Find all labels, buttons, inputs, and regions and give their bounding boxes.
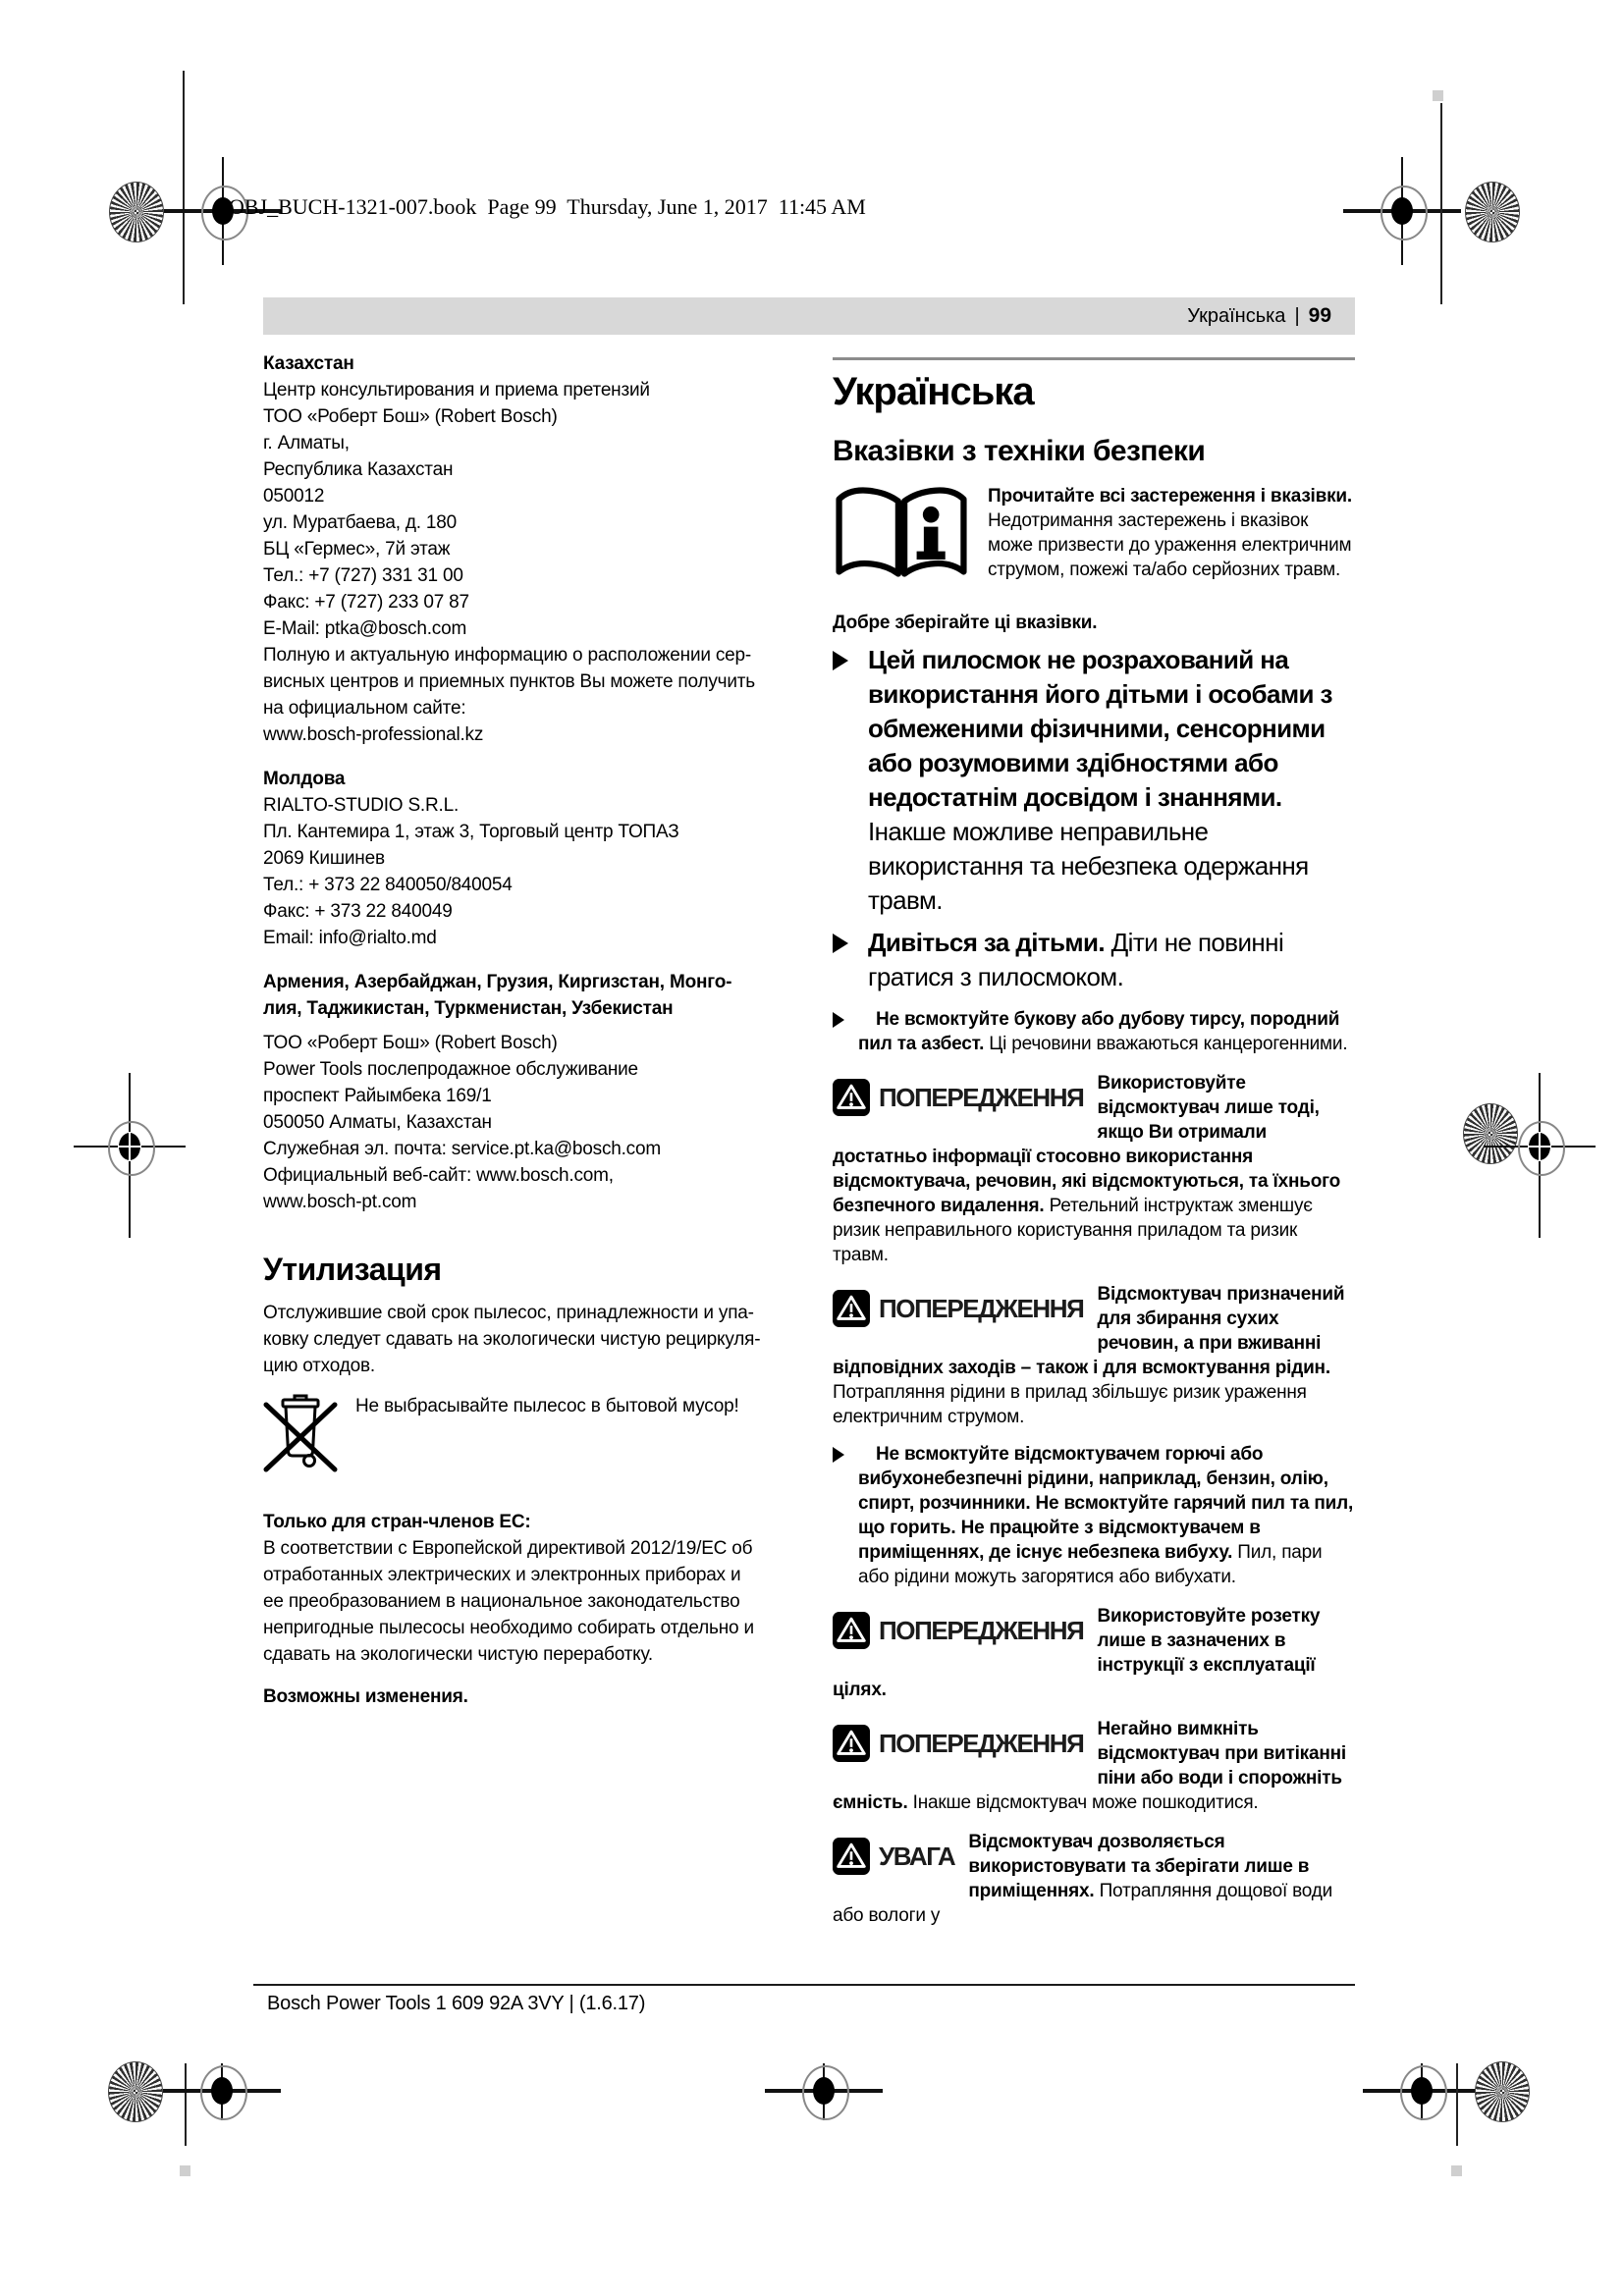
read-instructions-text: Прочитайте всі застереження і вказівки. Недотримання застережень і вказівок може призвести до ураження електричним струмом, пожежі та/або серйозних травм. (988, 486, 1352, 580)
text-line: RIALTO-STUDIO S.R.L. (263, 795, 460, 816)
text-line: E-Mail: ptka@bosch.com (263, 618, 467, 639)
language-title: Українська (833, 370, 1034, 413)
warning-block-dry-material: ПОПЕРЕДЖЕННЯ Відсмоктувач призначений для збирання сухих речовин, а при вживанні відповідних заходів – також і для всмоктування рідин. Потрапляння рідини в прилад збільшує ризик ураження електричним струмом. (833, 1284, 1345, 1427)
text-line: Центр консультирования и приема претензий (263, 380, 650, 400)
color-control-ball-icon (109, 182, 164, 242)
text-line: ул. Муратбаева, д. 180 (263, 512, 458, 533)
warning-label (833, 1071, 1083, 1124)
warning-triangle-icon (833, 1725, 870, 1762)
warning-label-text: ПОПЕРЕДЖЕННЯ (879, 1615, 1084, 1645)
warning-label-text: ПОПЕРЕДЖЕННЯ (879, 1293, 1084, 1323)
text-line: отработанных электрических и электронных приборах и (263, 1565, 741, 1585)
print-mark-square (1451, 2165, 1462, 2176)
print-mark-square (180, 2165, 190, 2176)
text-line: В соответствии с Европейской директивой 2012/19/EC об (263, 1538, 753, 1559)
page-header-bar (263, 297, 1355, 335)
text-line: 050012 (263, 486, 325, 507)
crop-line (183, 71, 185, 304)
text-line: 2069 Кишинев (263, 848, 385, 869)
color-control-ball-icon (1463, 1103, 1518, 1164)
footer-text: Bosch Power Tools 1 609 92A 3VY | (1.6.17) (267, 1993, 646, 2014)
eu-heading: Только для стран-членов ЕС: (263, 1512, 531, 1532)
text-line: лия, Таджикистан, Туркменистан, Узбекистан (263, 998, 674, 1019)
safety-bullet-flammable: Не всмоктуйте відсмоктувачем горючі або вибухонебезпечні рідини, наприклад, бензин, олію, спирт, розчинники. Не всмоктуйте гарячий пил та пил, що горить. Не працюйте з відсмоктувачем в приміщеннях, де існує небезпека вибуху. Пил, пари або рідини можуть загорятися або вибухати. (833, 1442, 1355, 1589)
caution-label (833, 1830, 954, 1883)
safety-bullet-sawdust: Не всмоктуйте букову або дубову тирсу, породний пил та азбест. Ці речовини вважаються канцерогенними. (833, 1007, 1355, 1056)
text-line: висных центров и приемных пунктов Вы можете получить (263, 671, 755, 692)
right-triangle-bullet (833, 651, 848, 670)
crop-line (185, 2063, 187, 2146)
text-line: ковку следует сдавать на экологически чистую рециркуля- (263, 1329, 761, 1350)
text-line: Полную и актуальную информацию о расположении сер- (263, 645, 752, 666)
text-line: ТОО «Роберт Бош» (Robert Bosch) (263, 406, 558, 427)
warning-label (833, 1604, 1083, 1657)
section-title-utilization: Утилизация (263, 1252, 442, 1287)
text-line: Тел.: + 373 22 840050/840054 (263, 875, 513, 895)
address-block-moldova (263, 792, 807, 951)
section-heading-cis (263, 969, 807, 1022)
page-number: 99 (1308, 304, 1331, 327)
print-job-header: OBJ_BUCH-1321-007.book Page 99 Thursday, June 1, 2017 11:45 AM (229, 194, 866, 219)
keep-instructions-note: Добре зберігайте ці вказівки. (833, 613, 1098, 633)
text-line: www.bosch-pt.com (263, 1192, 417, 1212)
text-line: Тел.: +7 (727) 331 31 00 (263, 565, 463, 586)
warning-label (833, 1717, 1083, 1770)
text-line: 050050 Алматы, Казахстан (263, 1112, 492, 1133)
text-line: Пл. Кантемира 1, этаж 3, Торговый центр ТОПАЗ (263, 822, 679, 842)
section-heading-kazakhstan: Казахстан (263, 353, 354, 374)
right-triangle-bullet (833, 1447, 844, 1463)
warning-block-foam: ПОПЕРЕДЖЕННЯ Негайно вимкніть відсмоктувач при витіканні піни або води і спорожніть ємність. Інакше відсмоктувач може пошкодитися. (833, 1719, 1346, 1813)
safety-bullet-supervise: Дивіться за дітьми. Діти не повинні гратися з пилосмоком. (833, 926, 1355, 994)
changes-note: Возможны изменения. (263, 1686, 468, 1707)
right-triangle-bullet (833, 934, 848, 953)
text-line: проспект Райымбека 169/1 (263, 1086, 492, 1106)
section-heading-moldova: Молдова (263, 769, 346, 789)
text-line: Факс: +7 (727) 233 07 87 (263, 592, 469, 613)
right-column (833, 353, 1355, 1928)
warning-block-information: ПОПЕРЕДЖЕННЯ Використовуйте відсмоктувач лише тоді, якщо Ви отримали достатньо інформації стосовно використання відсмоктувача, речовин, які відсмоктуються, та їхнього безпечного видалення. Ретельний інструктаж зменшує ризик неправильного користування приладом та ризик травм. (833, 1073, 1341, 1265)
text-line: Факс: + 373 22 840049 (263, 901, 453, 922)
title-rule (833, 357, 1355, 360)
text-line: ТОО «Роберт Бош» (Robert Bosch) (263, 1033, 558, 1053)
text-line: г. Алматы, (263, 433, 350, 454)
crop-line (1440, 103, 1442, 304)
warning-triangle-icon (833, 1612, 870, 1649)
bin-note-text: Не выбрасывайте пылесос в бытовой мусор! (355, 1396, 739, 1416)
read-instructions-block (833, 484, 1355, 593)
caution-label-text: УВАГА (879, 1841, 955, 1871)
left-column (263, 350, 807, 1710)
right-triangle-bullet (833, 1012, 844, 1028)
warning-label-text: ПОПЕРЕДЖЕННЯ (879, 1082, 1084, 1112)
text-line: ее преобразованием в национальное законодательство (263, 1591, 740, 1612)
color-control-ball-icon (1465, 182, 1520, 242)
utilization-paragraph (263, 1300, 807, 1379)
warning-label (833, 1282, 1083, 1335)
print-mark-square (1433, 90, 1443, 101)
text-line: Армения, Азербайджан, Грузия, Киргизстан, Монго- (263, 972, 732, 992)
bin-note-row (263, 1389, 807, 1483)
footer-rule (253, 1984, 1355, 1986)
warning-triangle-icon (833, 1079, 870, 1116)
open-book-info-icon (833, 484, 970, 593)
text-line: Официальный веб-сайт: www.bosch.com, (263, 1165, 614, 1186)
crossed-out-wheelie-bin-icon (263, 1389, 338, 1483)
page-header-separator: | (1294, 304, 1300, 327)
safety-heading: Вказівки з техніки безпеки (833, 435, 1206, 467)
text-line: цию отходов. (263, 1356, 375, 1376)
crop-line (1456, 2063, 1458, 2146)
text-line: на официальном сайте: (263, 698, 466, 719)
caution-block-indoor: УВАГА Відсмоктувач дозволяється використовувати та зберігати лише в приміщеннях. Потрапляння дощової води або вологи у (833, 1832, 1333, 1926)
color-control-ball-icon (1475, 2061, 1530, 2122)
warning-label-text: ПОПЕРЕДЖЕННЯ (879, 1728, 1084, 1758)
text-line: сдавать на экологически чистую переработку. (263, 1644, 653, 1665)
text-line: Email: info@rialto.md (263, 928, 437, 948)
warning-triangle-icon (833, 1290, 870, 1327)
text-line: Республика Казахстан (263, 459, 454, 480)
color-control-ball-icon (108, 2061, 163, 2122)
address-block-cis (263, 1030, 807, 1215)
warning-triangle-icon (833, 1838, 870, 1875)
text-line: непригодные пылесосы необходимо собирать отдельно и (263, 1618, 754, 1638)
eu-paragraph (263, 1535, 807, 1668)
page-header-language: Українська (1187, 304, 1286, 327)
text-line: Power Tools послепродажное обслуживание (263, 1059, 638, 1080)
text-line: Служебная эл. почта: service.pt.ka@bosch.com (263, 1139, 661, 1159)
text-line: БЦ «Гермес», 7й этаж (263, 539, 451, 560)
address-block-kazakhstan (263, 377, 807, 748)
text-line: Отслужившие свой срок пылесос, принадлежности и упа- (263, 1303, 754, 1323)
safety-bullet-children: Цей пилосмок не розрахований на використання його дітьми і особами з обмеженими фізичними, сенсорними або розумовими здібностями або недостатнім досвідом і знаннями. Інакше можливе неправильне використання та небезпека одержання травм. (833, 643, 1355, 918)
warning-block-socket: ПОПЕРЕДЖЕННЯ Використовуйте розетку лише в зазначених в інструкції з експлуатації цілях. (833, 1606, 1321, 1700)
text-line: www.bosch-professional.kz (263, 724, 484, 745)
